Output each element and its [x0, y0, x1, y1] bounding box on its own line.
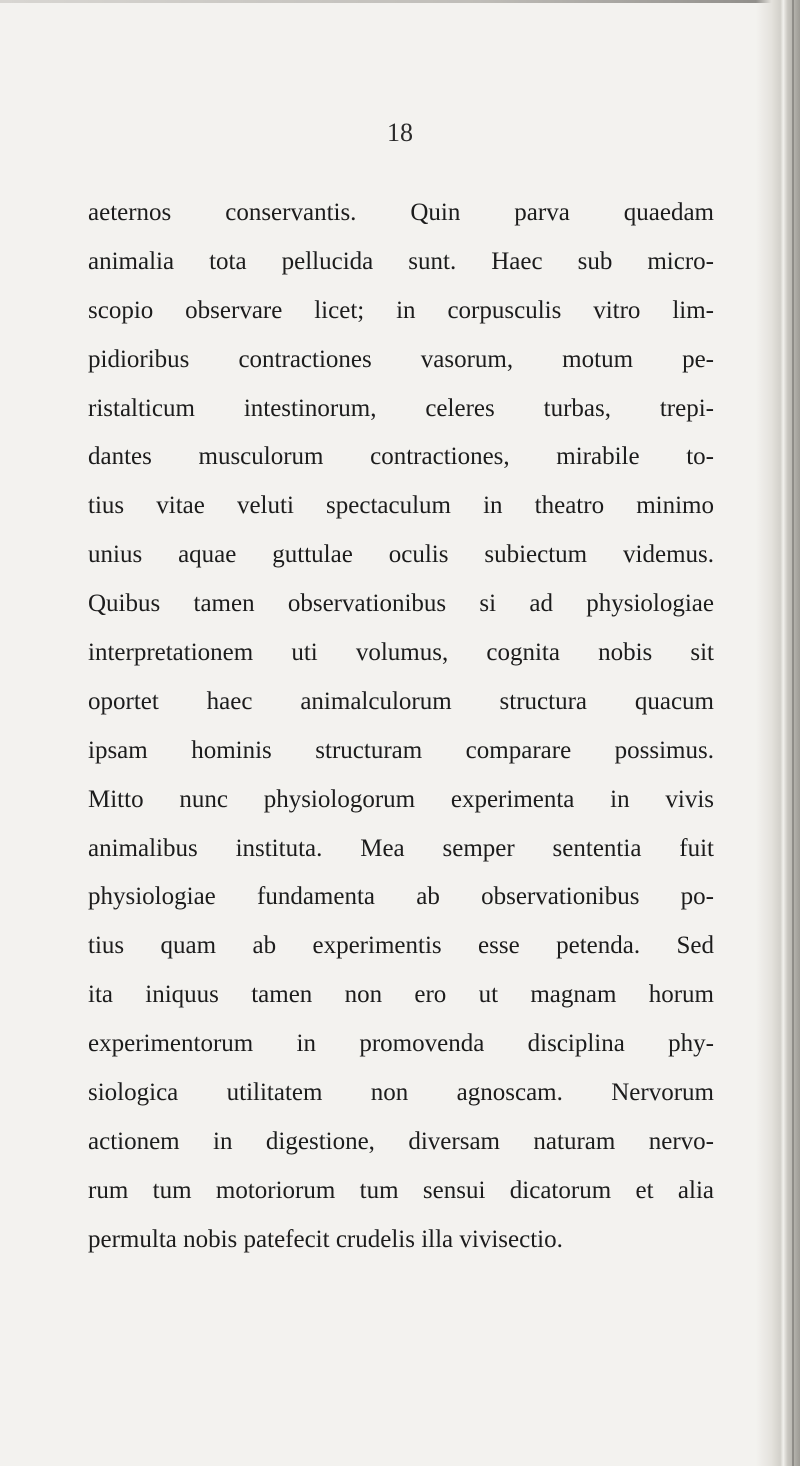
text-line: Mitto nunc physiologorum experimenta in vivis — [88, 785, 714, 813]
text-line: pidioribus contractiones vasorum, motum pe- — [88, 345, 714, 373]
book-spine-line — [792, 0, 794, 1466]
text-line: physiologiae fundamenta ab observationibus po- — [88, 883, 714, 911]
text-line: aeternos conservantis. Quin parva quaedam — [88, 199, 714, 226]
text-line-last: permulta nobis patefecit crudelis illa vivisectio. — [88, 1225, 563, 1253]
text-line: scopio observare licet; in corpusculis vitro lim- — [88, 296, 714, 324]
text-line: dantes musculorum contractiones, mirabile to- — [88, 443, 714, 471]
text-line: experimentorum in promovenda disciplina phy- — [88, 1030, 714, 1058]
text-line: animalibus instituta. Mea semper sententia fuit — [88, 834, 714, 862]
text-line: ita iniquus tamen non ero ut magnam horum — [88, 981, 714, 1009]
top-page-shadow — [0, 0, 800, 3]
text-line: interpretationem uti volumus, cognita nobis sit — [88, 639, 714, 667]
text-line: ipsam hominis structuram comparare possimus. — [88, 736, 714, 764]
text-line: unius aquae guttulae oculis subiectum videmus. — [88, 541, 714, 569]
text-line: animalia tota pellucida sunt. Haec sub micro- — [88, 247, 714, 275]
text-line: actionem in digestione, diversam naturam nervo- — [88, 1127, 714, 1155]
text-line: siologica utilitatem non agnoscam. Nervorum — [88, 1079, 714, 1107]
text-line: ristalticum intestinorum, celeres turbas, trepi- — [88, 394, 714, 422]
text-line: tius vitae veluti spectaculum in theatro minimo — [88, 492, 714, 520]
page-number: 18 — [387, 118, 413, 147]
text-line: oportet haec animalculorum structura quacum — [88, 687, 714, 715]
text-line: tius quam ab experimentis esse petenda. Sed — [88, 932, 714, 960]
body-paragraph — [88, 198, 714, 1274]
text-line: rum tum motoriorum tum sensui dicatorum et alia — [88, 1176, 714, 1204]
text-line: Quibus tamen observationibus si ad physiologiae — [88, 590, 714, 618]
